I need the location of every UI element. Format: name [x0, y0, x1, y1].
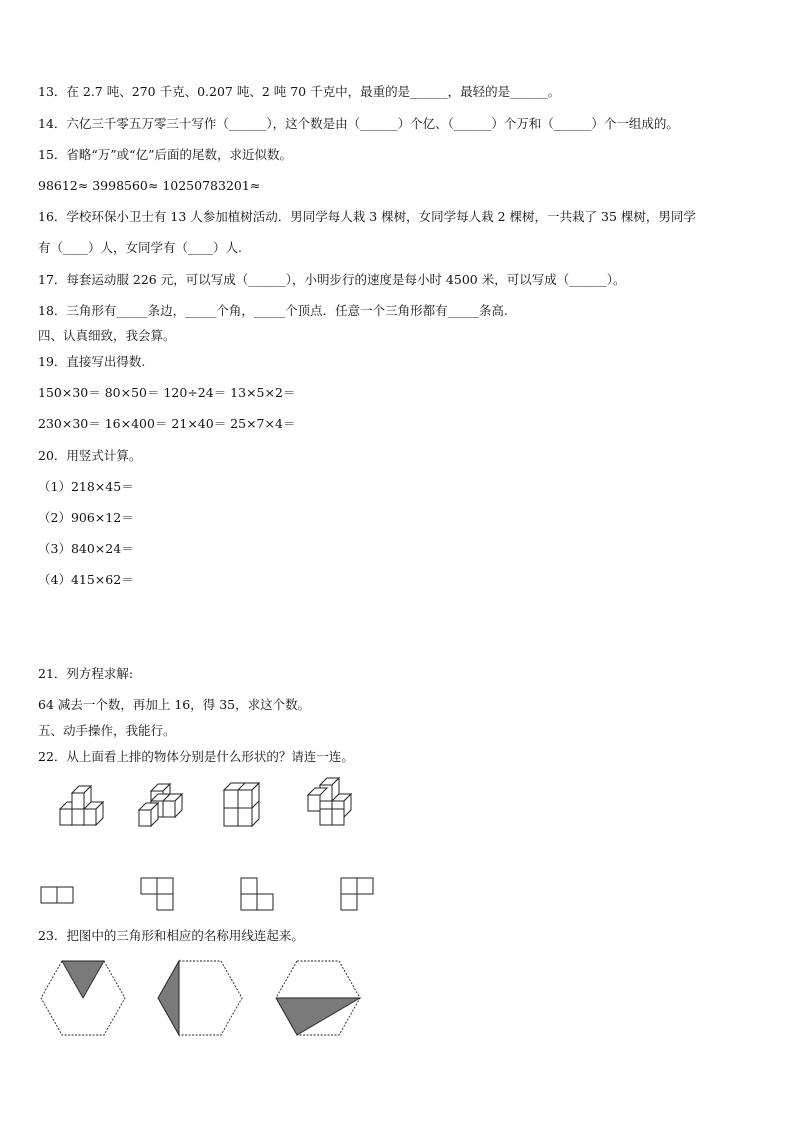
question-20-item4: （4）415×62＝ — [38, 572, 134, 587]
question-22: 22．从上面看上排的物体分别是什么形状的？请连一连。 — [38, 749, 354, 764]
question-23: 23．把图中的三角形和相应的名称用线连起来。 — [38, 928, 304, 943]
question-18: 18．三角形有_____条边，_____个角，_____个顶点．任意一个三角形都有_____条高. — [38, 303, 508, 318]
question-16-line1: 16．学校环保小卫士有 13 人参加植树活动．男同学每人栽 3 棵树，女同学每人栽 2 棵树，一共栽了 35 棵树，男同学 — [38, 209, 696, 224]
question-15-items: 98612≈ 3998560≈ 10250783201≈ — [38, 178, 261, 193]
top-view-2 — [140, 876, 176, 912]
hexagon-triangle-1 — [38, 958, 128, 1038]
question-21-text: 64 减去一个数，再加上 16，得 35，求这个数。 — [38, 697, 311, 712]
question-17: 17．每套运动服 226 元，可以写成（______），小明步行的速度是每小时 4500 米，可以写成（______）。 — [38, 272, 626, 287]
top-view-3 — [240, 876, 276, 912]
question-20-item2: （2）906×12＝ — [38, 510, 134, 525]
question-19-row1: 150×30＝ 80×50＝ 120÷24＝ 13×5×2＝ — [38, 385, 296, 400]
hexagon-triangle-2 — [155, 958, 245, 1038]
question-20-item3: （3）840×24＝ — [38, 541, 134, 556]
section-5-heading: 五、动手操作，我能行。 — [38, 723, 176, 738]
question-20: 20．用竖式计算。 — [38, 448, 142, 463]
top-view-1 — [40, 885, 76, 905]
cube-figure-1 — [55, 785, 105, 827]
question-21: 21．列方程求解: — [38, 666, 134, 681]
hexagon-triangle-3 — [273, 958, 363, 1038]
cube-figure-3 — [220, 782, 270, 828]
question-16-line2: 有（____）人，女同学有（____）人. — [38, 240, 242, 255]
cube-figure-2 — [135, 778, 187, 828]
top-view-4 — [340, 876, 376, 912]
question-19: 19．直接写出得数. — [38, 354, 146, 369]
question-20-item1: （1）218×45＝ — [38, 479, 134, 494]
question-14: 14．六亿三千零五万零三十写作（______），这个数是由（______）个亿、（______）个万和（______）个一组成的。 — [38, 116, 679, 131]
section-4-heading: 四、认真细致，我会算。 — [38, 328, 176, 343]
question-19-row2: 230×30＝ 16×400＝ 21×40＝ 25×7×4＝ — [38, 416, 296, 431]
question-13: 13．在 2.7 吨、270 千克、0.207 吨、2 吨 70 千克中，最重的是______，最轻的是______。 — [38, 84, 561, 99]
cube-figure-4 — [298, 776, 354, 828]
question-15: 15．省略“万”或“亿”后面的尾数，求近似数。 — [38, 147, 292, 162]
